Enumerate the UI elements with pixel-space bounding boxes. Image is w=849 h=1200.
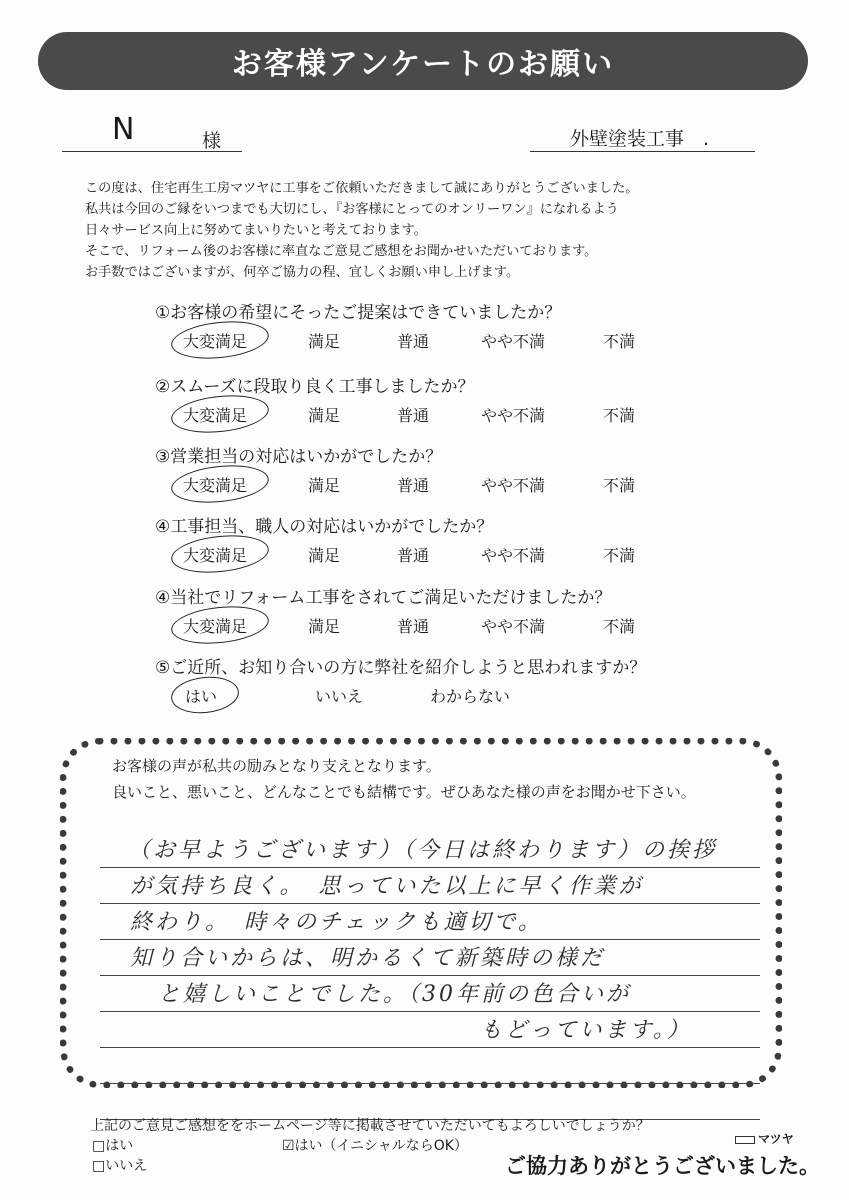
question-3 — [155, 442, 715, 497]
logo-mark-icon — [735, 1136, 755, 1144]
question-1 — [155, 298, 715, 353]
option-neutral[interactable]: 普通 — [397, 476, 430, 495]
option-satisfied[interactable]: 満足 — [308, 332, 341, 351]
option-very-satisfied[interactable]: 大変満足 — [183, 543, 247, 566]
question-4 — [155, 512, 715, 567]
customer-suffix: 様 — [202, 130, 222, 152]
option-very-satisfied[interactable]: 大変満足 — [183, 614, 247, 637]
header-banner — [38, 32, 808, 90]
intro-line: お手数ではございますが、何卒ご協力の程、宜しくお願い申し上げます。 — [85, 265, 520, 280]
consent-yes-checkbox[interactable]: □はい — [92, 1138, 134, 1154]
option-somewhat-dissatisfied[interactable]: やや不満 — [481, 476, 546, 495]
option-dissatisfied[interactable]: 不満 — [603, 546, 636, 565]
option-dissatisfied[interactable]: 不満 — [603, 406, 636, 425]
handwritten-text: が気持ち良く。 思っていた以上に早く作業が — [130, 874, 644, 899]
option-neutral[interactable]: 普通 — [397, 406, 430, 425]
comment-line — [100, 868, 760, 904]
handwritten-text: もどっています。） — [480, 1018, 692, 1043]
option-dissatisfied[interactable]: 不満 — [603, 476, 636, 495]
comment-prompt — [112, 753, 696, 805]
handwritten-text: 知り合いからは、明かるくて新築時の様だ — [130, 946, 606, 971]
option-satisfied[interactable]: 満足 — [308, 476, 341, 495]
answer-options — [155, 612, 715, 638]
answer-options — [155, 471, 715, 497]
answer-options — [155, 541, 715, 567]
question-text: ④当社でリフォーム工事をされてご満足いただけましたか？ — [155, 588, 612, 608]
option-dissatisfied[interactable]: 不満 — [603, 617, 636, 636]
question-2 — [155, 372, 715, 427]
handwritten-text: （お早ようございます）（今日は終わります）の挨拶 — [128, 838, 718, 863]
intro-text — [85, 178, 765, 283]
work-type: 外壁塗装工事 . — [570, 128, 710, 150]
answer-options — [155, 327, 715, 353]
consent-initials-checkbox[interactable]: ☑はい（イニシャルならOK） — [282, 1138, 468, 1154]
question-text: ⑤ご近所、お知り合いの方に弊社を紹介しようと思われますか？ — [155, 658, 647, 678]
comment-prompt-line: 良いこと、悪いこと、どんなことでも結構です。ぜひあなた様の声をお聞かせ下さい。 — [112, 783, 696, 801]
page-title: お客様アンケートのお願い — [231, 47, 615, 82]
option-somewhat-dissatisfied[interactable]: やや不満 — [481, 546, 546, 565]
option-yes[interactable]: はい — [185, 684, 217, 707]
option-somewhat-dissatisfied[interactable]: やや不満 — [481, 332, 546, 351]
question-text: ②スムーズに段取り良く工事しましたか？ — [155, 377, 475, 397]
question-text: ③営業担当の対応はいかがでしたか？ — [155, 447, 443, 467]
option-very-satisfied[interactable]: 大変満足 — [183, 329, 247, 352]
comment-line — [100, 1048, 760, 1084]
option-satisfied[interactable]: 満足 — [308, 406, 341, 425]
option-very-satisfied[interactable]: 大変満足 — [183, 473, 247, 496]
option-somewhat-dissatisfied[interactable]: やや不満 — [481, 406, 546, 425]
question-text: ①お客様の希望にそったご提案はできていましたか？ — [155, 303, 562, 323]
intro-line: そこで、リフォーム後のお客様に率直なご意見ご感想をお聞かせいただいております。 — [85, 244, 598, 259]
option-neutral[interactable]: 普通 — [397, 332, 430, 351]
customer-name: N — [112, 112, 135, 147]
option-very-satisfied[interactable]: 大変満足 — [183, 403, 247, 426]
option-neutral[interactable]: 普通 — [397, 617, 430, 636]
intro-line: この度は、住宅再生工房マツヤに工事をご依頼いただきまして誠にありがとうございました。 — [85, 181, 639, 196]
question-5 — [155, 583, 715, 638]
question-6 — [155, 653, 715, 708]
handwritten-text: と嬉しいことでした。（30年前の色合いが — [158, 982, 631, 1007]
intro-line: 日々サービス向上に努めてまいりたいと考えております。 — [85, 223, 427, 238]
answer-options — [155, 401, 715, 427]
consent-no-checkbox[interactable]: □いいえ — [92, 1158, 148, 1174]
intro-line: 私共は今回のご縁をいつまでも大切にし、『お客様にとってのオンリーワン』になれるよう — [85, 202, 619, 217]
work-type-field — [530, 112, 755, 152]
consent-question: 上記のご意見ご感想ををホームページ等に掲載させていただいてもよろしいでしょうか？ — [90, 1118, 650, 1134]
option-neutral[interactable]: 普通 — [397, 546, 430, 565]
question-text: ④工事担当、職人の対応はいかがでしたか？ — [155, 517, 494, 537]
comment-line — [100, 940, 760, 976]
comment-line — [100, 976, 760, 1012]
option-dont-know[interactable]: わからない — [430, 687, 511, 706]
option-somewhat-dissatisfied[interactable]: やや不満 — [481, 617, 546, 636]
option-no[interactable]: いいえ — [315, 687, 364, 706]
option-satisfied[interactable]: 満足 — [308, 617, 341, 636]
company-logo — [735, 1130, 794, 1147]
comment-line — [100, 1012, 760, 1048]
comment-area[interactable] — [100, 832, 760, 1120]
comment-prompt-line: お客様の声が私共の励みとなり支えとなります。 — [112, 757, 441, 775]
logo-text: マツヤ — [758, 1132, 794, 1146]
comment-line — [100, 832, 760, 868]
customer-name-field — [62, 112, 242, 152]
thanks-message: ご協力ありがとうございました。 — [505, 1154, 820, 1178]
option-dissatisfied[interactable]: 不満 — [603, 332, 636, 351]
option-satisfied[interactable]: 満足 — [308, 546, 341, 565]
handwritten-text: 終わり。 時々のチェックも適切で。 — [130, 910, 543, 935]
answer-options — [155, 682, 715, 708]
comment-line — [100, 904, 760, 940]
